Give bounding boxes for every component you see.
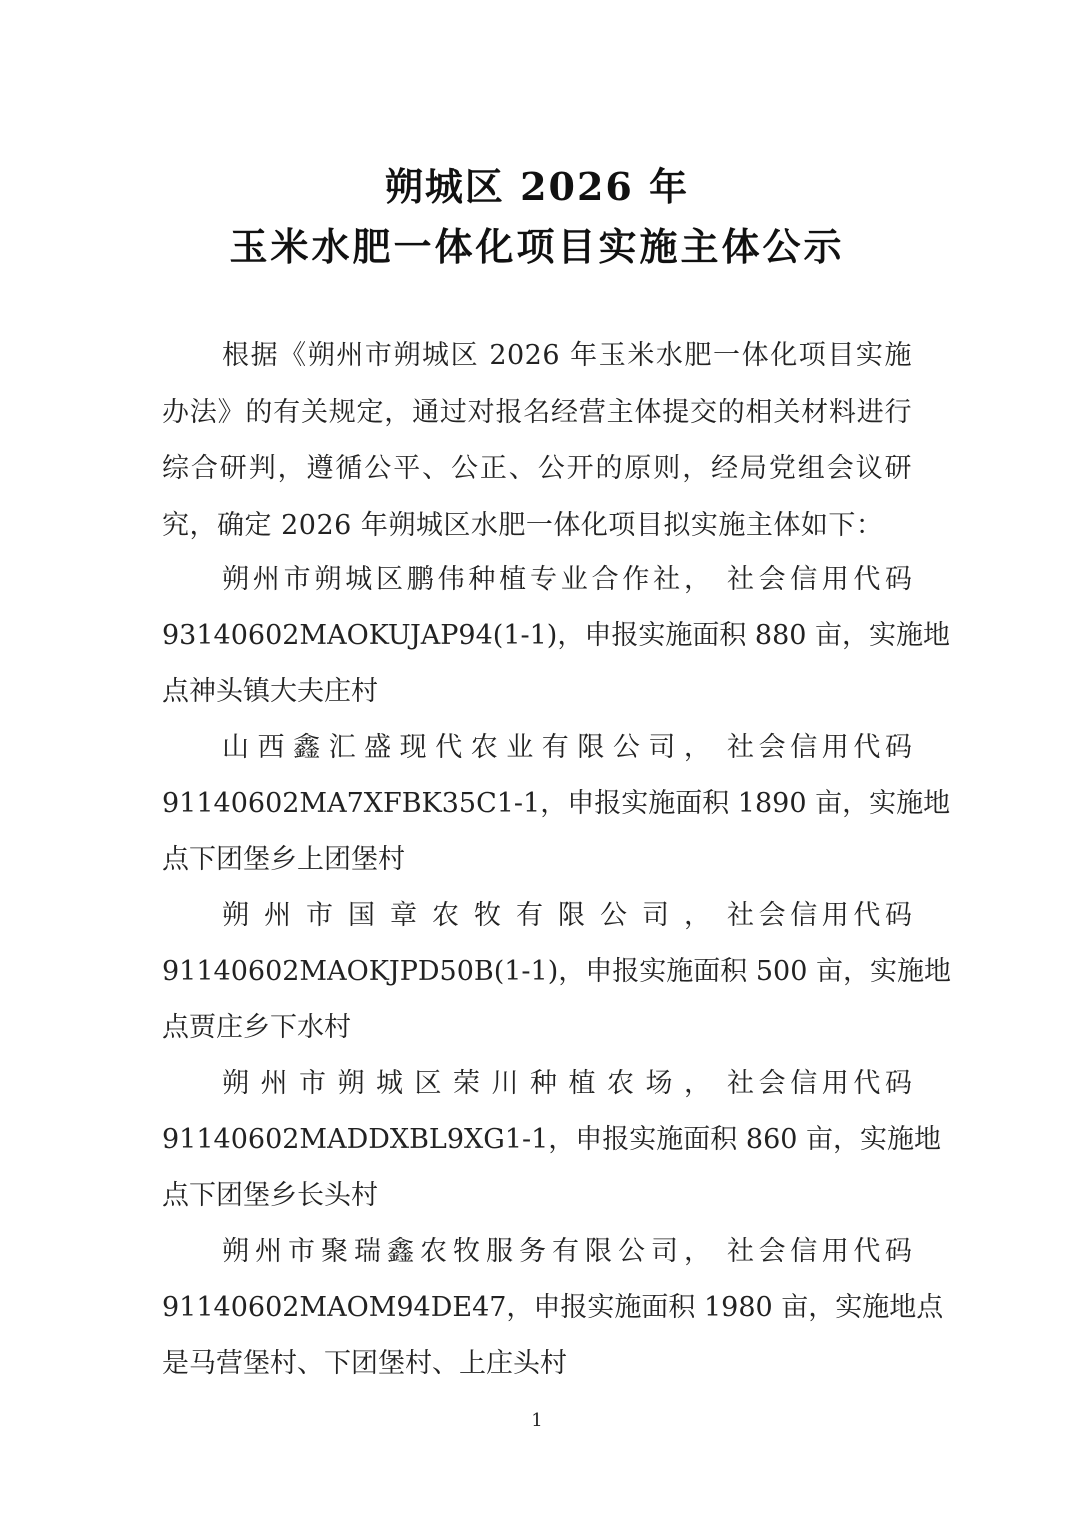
entry-item: [162, 888, 951, 1056]
entry-code-label: 社 会 信 用 代 码: [727, 1236, 912, 1267]
entry-item: [162, 1056, 942, 1224]
entry-name: 朔 州 市 聚 瑞 鑫 农 牧 服 务 有 限 公 司 ，: [222, 1236, 711, 1267]
intro-paragraph-block: [162, 328, 912, 554]
entry-code-line: 91140602MA7XFBK35C1-1，申报实施面积 1890 亩，实施地: [162, 788, 951, 819]
entry-name: 朔 州 市 朔 城 区 鹏 伟 种 植 专 业 合 作 社 ，: [222, 564, 711, 595]
entry-item: [162, 1224, 944, 1392]
entry-name: 朔 州 市 国 章 农 牧 有 限 公 司 ，: [222, 900, 711, 931]
entry-location-line: 点下团堡乡长头村: [162, 1180, 378, 1211]
entry-location-line: 点下团堡乡上团堡村: [162, 844, 405, 875]
entry-name: 朔 州 市 朔 城 区 荣 川 种 植 农 场 ，: [222, 1068, 711, 1099]
entry-location-line: 点神头镇大夫庄村: [162, 676, 378, 707]
entry-location-line: 是马营堡村、下团堡村、上庄头村: [162, 1348, 567, 1379]
entry-name-line: [162, 1056, 912, 1112]
entry-item: [162, 720, 951, 888]
page-number: 1: [531, 1410, 543, 1431]
intro-paragraph: 根据《朔州市朔城区 2026 年玉米水肥一体化项目实施办法》的有关规定，通过对报名经营主体提交的相关材料进行综合研判，遵循公平、公正、公开的原则，经局党组会议研究，确定 2026 年朔城区水肥一体化项目拟实施主体如下：: [162, 340, 912, 541]
entry-code-label: 社 会 信 用 代 码: [727, 564, 912, 595]
document-title-line-2: 玉米水肥一体化项目实施主体公示: [229, 224, 845, 269]
entry-code-line: 91140602MAOM94DE47，申报实施面积 1980 亩，实施地点: [162, 1292, 944, 1323]
document-title-line-1: 朔城区 2026 年: [384, 164, 690, 209]
entry-code-label: 社 会 信 用 代 码: [727, 1068, 912, 1099]
entry-item: [162, 552, 951, 720]
entry-list: [162, 552, 951, 1392]
entry-code-line: 91140602MAOKJPD50B(1-1)，申报实施面积 500 亩，实施地: [162, 956, 951, 987]
entry-name-line: [162, 1224, 912, 1280]
entry-code-line: 91140602MADDXBL9XG1-1，申报实施面积 860 亩，实施地: [162, 1124, 942, 1155]
entry-name-line: [162, 888, 912, 944]
entry-name: 山 西 鑫 汇 盛 现 代 农 业 有 限 公 司 ，: [222, 732, 711, 763]
entry-name-line: [162, 720, 912, 776]
entry-code-label: 社 会 信 用 代 码: [727, 732, 912, 763]
entry-code-label: 社 会 信 用 代 码: [727, 900, 912, 931]
entry-code-line: 93140602MAOKUJAP94(1-1)，申报实施面积 880 亩，实施地: [162, 620, 951, 651]
entry-name-line: [162, 552, 912, 608]
entry-location-line: 点贾庄乡下水村: [162, 1012, 351, 1043]
